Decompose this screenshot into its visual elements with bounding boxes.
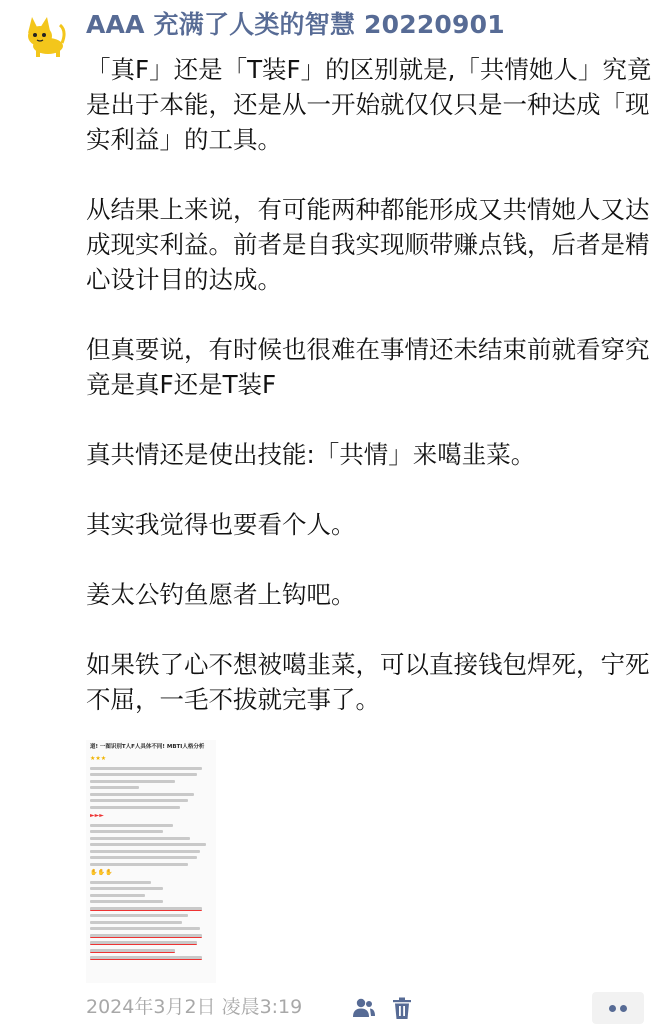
attached-image[interactable] (86, 740, 216, 983)
post-content (86, 52, 652, 717)
star-emoji-icon: ★★★ (90, 755, 107, 762)
post-paragraph: 如果铁了心不想被噶韭菜，可以直接钱包焊死，宁死不屈，一毛不拔就完事了。 (86, 650, 650, 714)
post-timestamp: 2024年3月2日 凌晨3:19 (86, 996, 303, 1018)
delete-icon[interactable] (390, 996, 414, 1020)
cat-avatar-icon (20, 11, 68, 59)
post-paragraph: 从结果上来说，有可能两种都能形成又共情她人又达成现实利益。前者是自我实现顺带赚点钱，后者是精心设计目的达成。 (86, 195, 650, 294)
post-footer (86, 994, 652, 1024)
post-paragraph: 真共情还是使出技能:「共情」来噶韭菜。 (86, 440, 536, 469)
hand-emoji-icon: ✋✋✋ (90, 869, 113, 876)
author-name[interactable]: AAA 充满了人类的智慧 20220901 (86, 10, 505, 39)
post-paragraph: 其实我觉得也要看个人。 (86, 510, 356, 539)
more-options-button[interactable] (592, 992, 644, 1024)
post-paragraph: 姜太公钓鱼愿者上钩吧。 (86, 580, 356, 609)
post-paragraph: 但真要说，有时候也很难在事情还未结束前就看穿究竟是真F还是T装F (86, 335, 650, 399)
avatar[interactable] (20, 11, 68, 59)
dot-icon (620, 1005, 627, 1012)
visibility-icon[interactable] (352, 996, 376, 1020)
post-paragraph: 「真F」还是「T装F」的区别就是,「共情她人」究竟是出于本能，还是从一开始就仅仅只是一种达成「现实利益」的工具。 (86, 55, 652, 154)
image-title: 道! 一图识别T人F人具体不同! MBTI人格分析 (90, 744, 205, 750)
arrow-emoji-icon: ►►► (90, 812, 104, 819)
dot-icon (609, 1005, 616, 1012)
